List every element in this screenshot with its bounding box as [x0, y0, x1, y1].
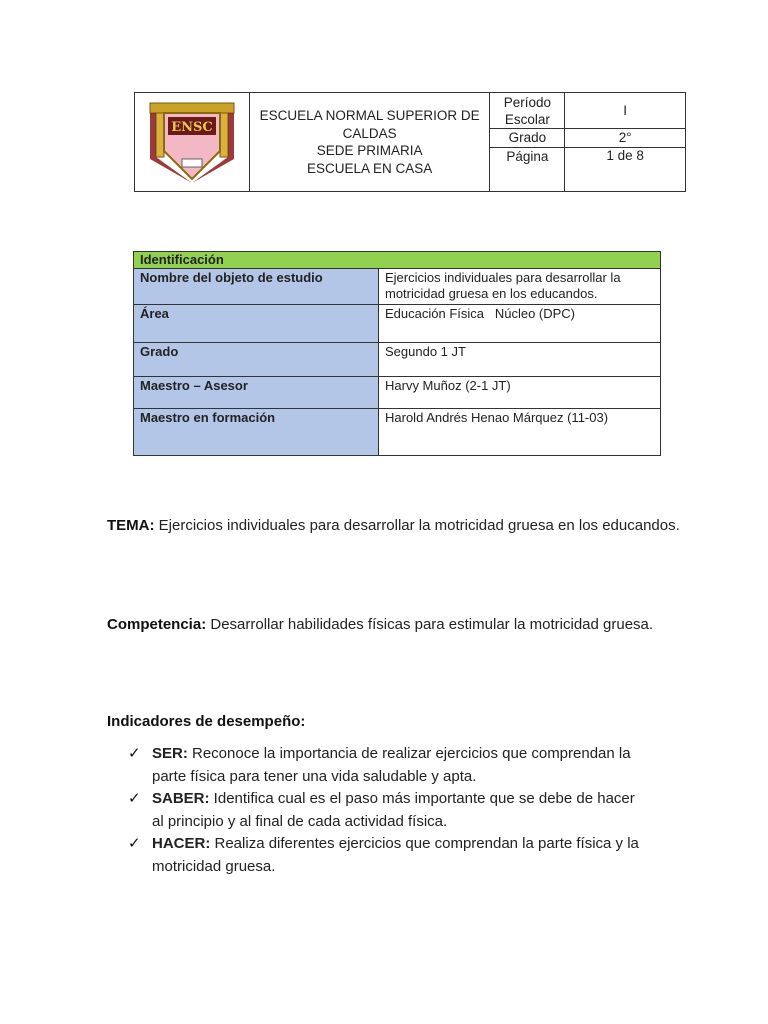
tema-text: Ejercicios individuales para desarrollar la motricidad gruesa en los educandos.: [154, 517, 680, 534]
checkmark-icon: ✓: [128, 790, 141, 807]
school-logo-cell: [135, 93, 250, 192]
table-row: [134, 343, 661, 377]
table-row: [134, 305, 661, 343]
row-label-objeto: Nombre del objeto de estudio: [134, 269, 379, 305]
school-name-line-3: SEDE PRIMARIA: [316, 143, 423, 158]
indicadores-list: [128, 743, 648, 878]
grado-label: Grado: [490, 129, 565, 147]
pagina-label: Página: [490, 147, 565, 191]
document-header: [134, 92, 686, 192]
competencia-label: Competencia:: [107, 616, 207, 633]
table-row: [134, 269, 661, 305]
list-item: [128, 788, 648, 833]
row-value-grado: Segundo 1 JT: [379, 343, 661, 377]
list-item: [128, 743, 648, 788]
list-item: [128, 833, 648, 878]
row-label-maestro-formacion: Maestro en formación: [134, 409, 379, 456]
row-label-maestro-asesor: Maestro – Asesor: [134, 377, 379, 409]
school-name: [249, 93, 489, 192]
indicator-label-saber: SABER:: [152, 790, 210, 807]
school-name-line-1: ESCUELA NORMAL SUPERIOR DE: [259, 108, 480, 123]
periodo-value: I: [565, 93, 686, 129]
indicator-label-hacer: HACER:: [152, 835, 211, 852]
row-label-grado: Grado: [134, 343, 379, 377]
row-value-area: Educación Física Núcleo (DPC): [379, 305, 661, 343]
row-label-area: Área: [134, 305, 379, 343]
indicator-text-hacer: Realiza diferentes ejercicios que comprendan la parte física y la motricidad gruesa.: [152, 835, 639, 875]
table-row: [134, 377, 661, 409]
row-value-maestro-asesor: Harvy Muñoz (2-1 JT): [379, 377, 661, 409]
indicadores-heading: [107, 713, 305, 730]
tema-label: TEMA:: [107, 517, 155, 534]
school-crest-logo: [146, 99, 238, 183]
row-value-objeto: Ejercicios individuales para desarrollar la motricidad gruesa en los educandos.: [379, 269, 661, 305]
checkmark-icon: ✓: [128, 835, 141, 852]
grado-value: 2°: [565, 129, 686, 147]
indicator-label-ser: SER:: [152, 745, 188, 762]
tema-paragraph: [107, 517, 680, 534]
competencia-paragraph: [107, 616, 653, 633]
pagina-value: 1 de 8: [565, 147, 686, 191]
periodo-label: Período Escolar: [490, 93, 565, 129]
checkmark-icon: ✓: [128, 745, 141, 762]
indicator-text-saber: Identifica cual es el paso más importante que se debe de hacer al principio y al final de cada actividad física.: [152, 790, 635, 830]
logo-text: ENSC: [171, 119, 213, 135]
table-row: [134, 409, 661, 456]
school-name-line-4: ESCUELA EN CASA: [307, 160, 433, 176]
indicadores-title: Indicadores de desempeño:: [107, 713, 306, 730]
identification-table: [133, 251, 661, 456]
indicator-text-ser: Reconoce la importancia de realizar ejercicios que comprendan la parte física para tener una vida saludable y apta.: [152, 745, 631, 785]
school-name-line-2: CALDAS: [342, 125, 397, 141]
identification-title: Identificación: [134, 252, 661, 269]
competencia-text: Desarrollar habilidades físicas para estimular la motricidad gruesa.: [206, 616, 654, 633]
row-value-maestro-formacion: Harold Andrés Henao Márquez (11-03): [379, 409, 661, 456]
